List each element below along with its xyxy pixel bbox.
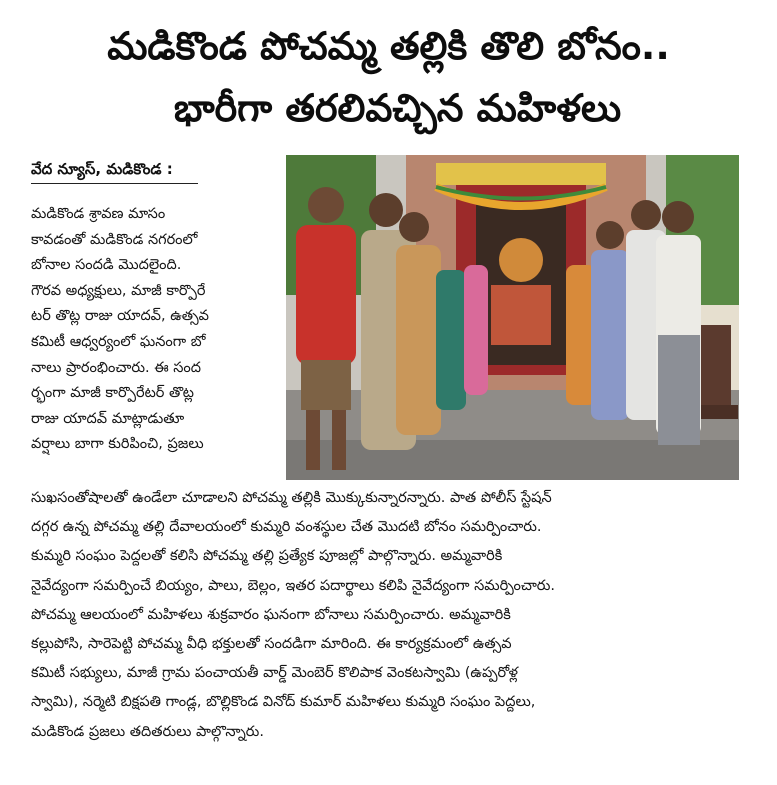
article-line: కావడంతో మడికొండ నగరంలో [31, 231, 198, 248]
article-column-text [31, 202, 271, 458]
article-line: పోచమ్మ ఆలయంలో మహిళలు శుక్రవారం ఘనంగా బోనాలు సమర్పించారు. అమ్మవారికి [31, 606, 511, 623]
article-line: కుమ్మరి సంఘం పెద్దలతో కలిసి పోచమ్మ తల్లి ప్రత్యేక పూజల్లో పాల్గొన్నారు. అమ్మవారికి [31, 548, 503, 565]
article-line: కమిటీ ఆధ్వర్యంలో ఘనంగా బో [31, 333, 206, 350]
dateline-underline [31, 183, 198, 184]
article-line: నైవేద్యంగా సమర్పించే బియ్యం, పాలు, బెల్లం, ఇతర పదార్థాలు కలిపి నైవేద్యంగా సమర్పించారు. [31, 577, 556, 594]
photo-illustration [286, 155, 739, 480]
temple-worship-photo [286, 155, 739, 480]
headline-line-2: భారీగా తరలివచ్చిన మహిళలు [173, 86, 622, 130]
article-line: మడికొండ ప్రజలు తదితరులు పాల్గొన్నారు. [31, 723, 264, 740]
article-line: నాలు ప్రారంభించారు. ఈ సంద [31, 359, 202, 376]
article-line: టర్ తొట్ల రాజు యాదవ్, ఉత్సవ [31, 308, 209, 325]
headline-line-1: మడికొండ పోచమ్మ తల్లికి తొలి బోనం.. [107, 24, 670, 68]
article-line: దగ్గర ఉన్న పోచమ్మ తల్లి దేవాలయంలో కుమ్మరి వంశస్థుల చేత మొదటి బోనం సమర్పించారు. [31, 519, 542, 536]
article-line: వర్షాలు బాగా కురిపించి, ప్రజలు [31, 436, 204, 453]
article-wide-text [31, 484, 757, 747]
article-line: స్వామి), నర్మెటి బిక్షపతి గాండ్ల, బొల్లికొండ వినోద్ కుమార్ మహిళలు కుమ్మరి సంఘం పెద్దలు, [31, 694, 536, 711]
article-line: రాజు యాదవ్ మాట్లాడుతూ [31, 410, 185, 427]
article-line: బోనాల సందడి మొదలైంది. [31, 257, 182, 274]
article-line: కల్లుపోసి, సారెపెట్టి పోచమ్మ వీధి భక్తులతో సందడిగా మారింది. ఈ కార్యక్రమంలో ఉత్సవ [31, 636, 512, 653]
dateline: వేద న్యూస్, మడికొండ : [31, 160, 173, 178]
article-line: మడికొండ శ్రావణ మాసం [31, 206, 166, 222]
article-line: సుఖసంతోషాలతో ఉండేలా చూడాలని పోచమ్మ తల్లికి మొక్కుకున్నారన్నారు. పాత పోలీస్ స్టేషన్ [31, 490, 552, 506]
article-line: ర్భంగా మాజీ కార్పొరేటర్ తొట్ల [31, 385, 194, 402]
article-line: గౌరవ అధ్యక్షులు, మాజీ కార్పొరే [31, 282, 206, 299]
article-line: కమిటీ సభ్యులు, మాజీ గ్రామ పంచాయతీ వార్డ్ మెంబెర్ కొలిపాక వెంకటస్వామి (ఉప్పరోళ్ల [31, 665, 519, 682]
